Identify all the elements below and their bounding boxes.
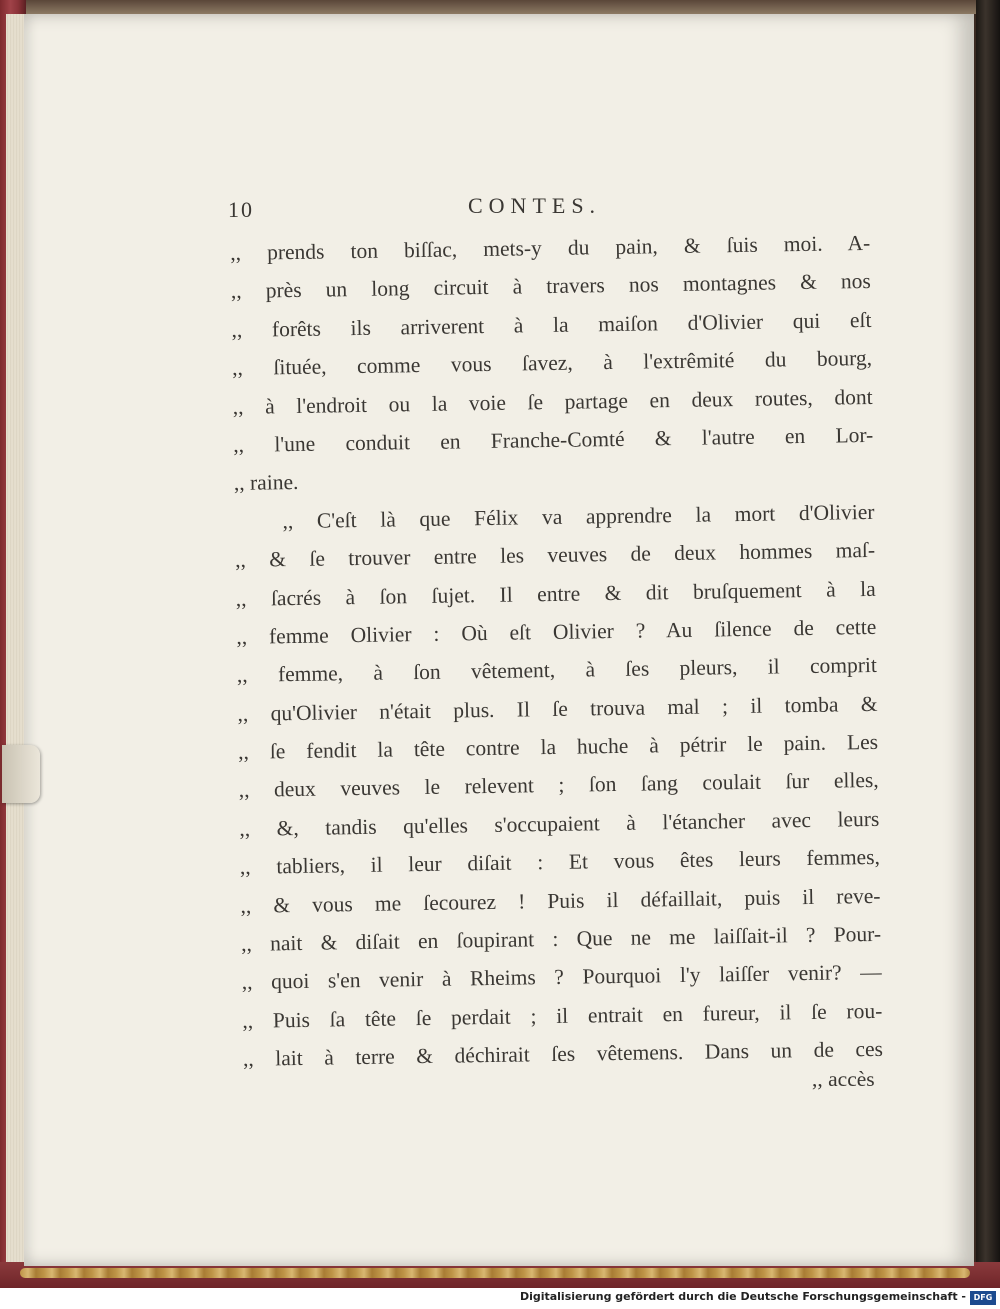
text-line: ,, femme, à ſon vêtement, à ſes pleurs, il comprit xyxy=(236,653,878,688)
running-title: CONTES. xyxy=(468,193,602,218)
page-number: 10 xyxy=(228,197,254,222)
text-line: ,, ſacrés à ſon ſujet. Il entre & dit bruſquement à la xyxy=(235,576,876,611)
gilt-border-ornament xyxy=(20,1268,970,1278)
text-line: ,, deux veuves le relevent ; ſon ſang coulait ſur elles, xyxy=(238,768,879,803)
text-line: ,, l'une conduit en Franche-Comté & l'autre en Lor- xyxy=(233,422,874,457)
text-line: ,, femme Olivier : Où eſt Olivier ? Au ſilence de cette xyxy=(236,614,877,649)
text-line: ,, C'eſt là que Félix va apprendre la mort d'Olivier xyxy=(282,499,875,533)
funding-credit: Digitalisierung gefördert durch die Deutsche Forschungsgemeinschaft - xyxy=(519,1290,966,1303)
text-line: ,, Puis ſa tête ſe perdait ; il entrait en fureur, il ſe rou- xyxy=(242,998,883,1033)
text-line: ,, raine. xyxy=(233,470,299,496)
text-line: ,, lait à terre & déchirait ſes vêtemens. Dans un de ces xyxy=(242,1037,884,1072)
text-line: ,, &, tandis qu'elles s'occupaient à l'étancher avec leurs xyxy=(239,806,880,841)
text-line: ,, près un long circuit à travers nos montagnes & nos xyxy=(230,269,872,304)
bookmark-tab xyxy=(2,745,40,803)
text-line: ,, ſituée, comme vous ſavez, à l'extrêmité du bourg, xyxy=(231,346,873,381)
book-cover-top xyxy=(0,0,1000,14)
text-line: ,, & ſe trouver entre les veuves de deux hommes maſ- xyxy=(234,538,876,573)
text-line: ,, tabliers, il leur diſait : Et vous êtes leurs femmes, xyxy=(239,845,881,880)
text-line: ,, à l'endroit ou la voie ſe partage en deux routes, dont xyxy=(232,384,873,419)
text-line: ,, quoi s'en venir à Rheims ? Pourquoi l'y laiſſer venir? — xyxy=(241,960,882,995)
footer-bar xyxy=(0,1288,1000,1309)
book-cover-right xyxy=(976,0,1000,1288)
catchword: ,, accès xyxy=(812,1067,875,1091)
dfg-logo: DFG xyxy=(970,1291,996,1305)
text-line: ,, qu'Olivier n'était plus. Il ſe trouva mal ; il tomba & xyxy=(237,691,878,726)
text-line: ,, & vous me ſecourez ! Puis il défaillait, puis il reve- xyxy=(240,883,881,918)
text-line: ,, ſe fendit la tête contre la huche à pétrir le pain. Les xyxy=(237,729,879,765)
text-line: ,, prends ton biſſac, mets-y du pain, & ſuis moi. A- xyxy=(230,230,871,265)
book-page xyxy=(24,14,974,1266)
page-edges xyxy=(6,14,26,1280)
text-line: ,, nait & diſait en ſoupirant : Que ne me laiſſait-il ? Pour- xyxy=(240,921,882,956)
body-text xyxy=(230,224,883,1079)
text-line: ,, forêts ils arriverent à la maiſon d'Olivier qui eſt xyxy=(231,307,872,342)
running-head xyxy=(24,193,974,227)
